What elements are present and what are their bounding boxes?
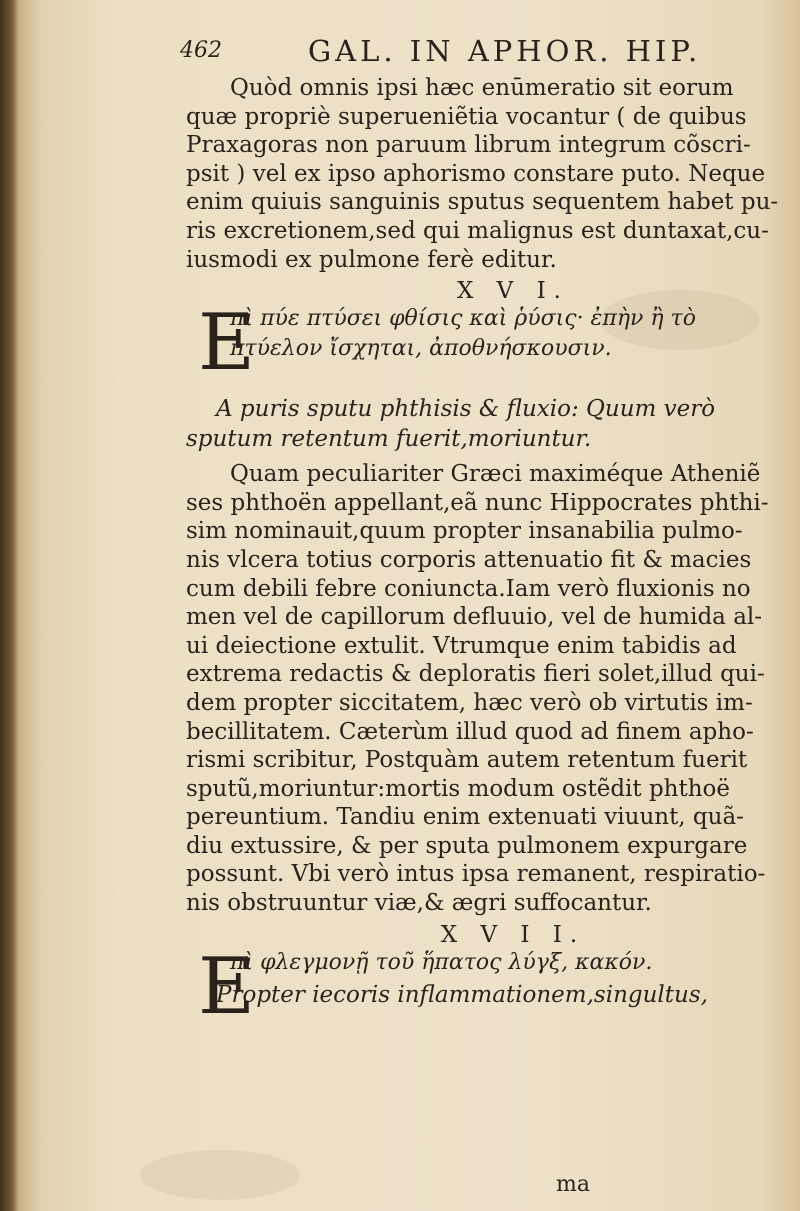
page-header — [180, 30, 780, 74]
text-line: cum debili febre coniuncta.Iam verò fluxionis no — [186, 575, 751, 602]
commentary-paragraph — [186, 460, 780, 918]
text-line: Praxagoras non paruum librum integrum cõscri- — [186, 132, 751, 159]
text-line: ui deiectione extulit. Vtrumque enim tabidis ad — [186, 632, 737, 659]
text-line: ses phthoën appellant,eã nunc Hippocrates phthi- — [186, 489, 769, 516]
catchword: ma — [556, 1172, 590, 1197]
text-line: sputum retentum fuerit,moriuntur. — [186, 426, 592, 453]
drop-initial: E — [198, 298, 255, 389]
text-line: nis obstruuntur viæ,& ægri suffocantur. — [186, 890, 652, 917]
text-line: πτύελον ἴσχηται, ἀποθνήσκουσιν. — [230, 336, 612, 362]
page-number: 462 — [180, 38, 222, 63]
intro-paragraph — [186, 74, 780, 274]
text-line: nis vlcera totius corporis attenuatio fit & macies — [186, 546, 752, 573]
greek-aphorism-16 — [186, 298, 780, 389]
text-line: pereuntium. Tandiu enim extenuati viuunt, quã- — [186, 804, 744, 831]
text-line: πὶ φλεγμονῇ τοῦ ἥπατος λύγξ, κακόν. — [230, 949, 653, 975]
text-line: rismi scribitur, Postquàm autem retentum fuerit — [186, 747, 748, 774]
text-line: Propter iecoris inflammationem,singultus, — [216, 981, 708, 1008]
text-line: Quòd omnis ipsi hæc enūmeratio sit eorum — [230, 75, 734, 101]
text-block — [180, 30, 780, 1032]
text-line: psit ) vel ex ipso aphorismo constare puto. Neque — [186, 160, 766, 187]
drop-initial: E — [198, 941, 255, 1032]
text-line: becillitatem. Cæterùm illud quod ad finem apho- — [186, 718, 754, 745]
aphorism-number-16: X V I. — [456, 278, 569, 305]
text-line: dem propter siccitatem, hæc verò ob virtutis im- — [186, 689, 753, 716]
text-line: extrema redactis & deploratis fieri solet,illud qui- — [186, 661, 765, 688]
text-line: quæ propriè superueniẽtia vocantur ( de quibus — [186, 103, 747, 130]
text-line: πὶ πύε πτύσει φθίσις καὶ ῥύσις· ἐπὴν ἢ τὸ — [230, 306, 696, 332]
text-line: ris excretionem,sed qui malignus est duntaxat,cu- — [186, 217, 769, 244]
greek-text — [230, 948, 780, 978]
text-line: men vel de capillorum defluuio, vel de humida al- — [186, 604, 763, 631]
paper-stain — [140, 1150, 300, 1200]
text-line: diu extussire, & per sputa pulmonem expurgare — [186, 832, 748, 859]
book-gutter — [0, 0, 18, 1211]
running-head: GAL. IN APHOR. HIP. — [308, 34, 702, 68]
text-line: sputũ,moriuntur:mortis modum ostẽdit phthoë — [186, 775, 731, 802]
aphorism-number-17: X V I I. — [440, 921, 586, 948]
text-line: sim nominauit,quum propter insanabilia pulmo- — [186, 518, 743, 545]
greek-aphorism-17 — [186, 941, 780, 1032]
text-line: Quam peculiariter Græci maximéque Atheniẽ — [230, 461, 761, 488]
text-line: A puris sputu phthisis & fluxio: Quum verò — [216, 396, 716, 423]
text-line: iusmodi ex pulmone ferè editur. — [186, 246, 557, 273]
text-line: enim quiuis sanguinis sputus sequentem habet pu- — [186, 189, 779, 216]
text-line: possunt. Vbi verò intus ipsa remanent, respiratio- — [186, 861, 766, 888]
latin-aphorism-16 — [186, 394, 780, 454]
greek-text — [230, 304, 780, 364]
